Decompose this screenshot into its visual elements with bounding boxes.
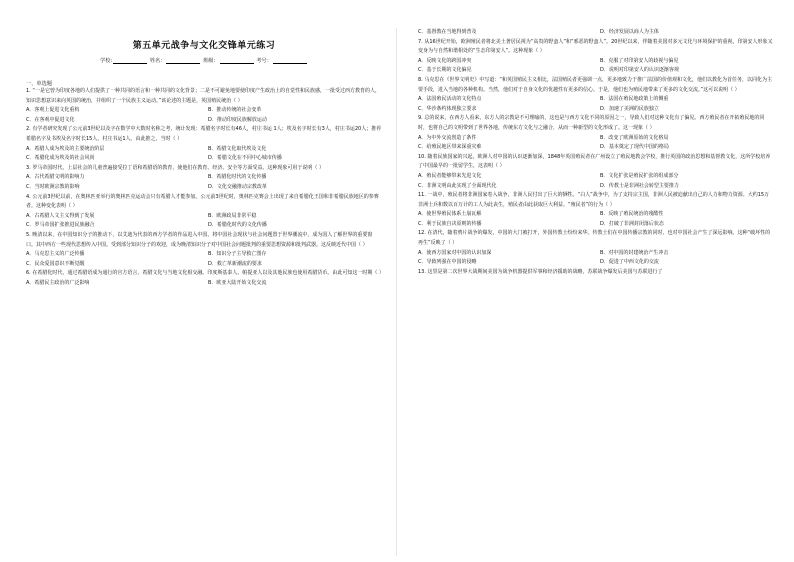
question-stem: 10. 随着民族国家的兴起，欧洲人对中国的认识逐渐加深，1848年英国殖民者在广州设立了殖民地教会学校，推行英国的政治思想和基督教文化，这所学校培养了中国最早的一批留学生，这表明（ ） [418,153,771,170]
question-block [410,229,782,267]
class-label: 班级： [203,58,219,64]
option-grid [418,57,774,76]
question-stem: 13. 这里是第二次世界大战期间美国为战争机器提供军事和经济援助的战略，苏联战争爆发后美国与苏联进行了 [418,268,663,275]
answer-option[interactable]: C．华沙条约体现独立要求 [418,105,477,112]
answer-option[interactable]: D．加速了美洲的民族独立 [600,105,659,112]
answer-option[interactable]: D．促进了中西文化的交流 [600,259,659,266]
page-left [18,28,390,556]
question-block [18,125,390,163]
answer-option[interactable]: B．推动传统的社会变革 [208,107,262,114]
option-grid [26,145,382,164]
answer-option[interactable]: B．克服了对印第安人的歧视与偏见 [600,57,679,64]
class-blank[interactable] [220,58,254,64]
answer-option[interactable]: B．知识分子主导救亡图存 [208,251,267,258]
page-right [410,28,782,556]
answer-option[interactable]: A．希腊人成为埃及的主要统治阶层 [26,145,105,152]
answer-option[interactable]: C．导致列强在中国的侵略 [418,259,477,266]
answer-option[interactable]: C．当时欧洲宗教的影响 [26,183,80,190]
option-grid [26,173,382,192]
exam-number-label: 考号： [256,58,272,64]
option-grid [26,212,382,231]
answer-option[interactable]: D．文化交融推动宗教改革 [208,183,267,190]
option-grid [418,95,774,114]
question-stem: 1. “一是它曾为印度各地的人们提供了一种共同的语言和一种共同的文化背景；二是不可避免地要使印度产生政治上的自觉性和民族感，一批受过西方教育的人，知识思想意识来向英国的统治，并组织了一个民族主义运动。”该论述的主题是，英国殖民统治（ ） [26,88,380,104]
answer-option[interactable]: D．打破了非洲封闭落后状态 [600,220,664,227]
question-block [18,87,390,125]
question-block [410,268,782,278]
answer-option[interactable]: D．希腊化时代的文化传播 [208,222,267,229]
question-block [410,114,782,152]
answer-option[interactable]: A．使西方国家对中国的认识加深 [418,249,492,256]
answer-option[interactable]: A．希腊民主政治的广泛影响 [26,279,90,286]
answer-option[interactable]: B．对中国的封建统治产生冲击 [600,249,669,256]
answer-option[interactable]: B．欧亚大陆开始文化交流 [208,279,267,286]
answer-option[interactable]: C．利于民族自决原则的传播 [418,220,482,227]
answer-option[interactable]: C．罗马帝国扩张推进民族融合 [26,222,95,229]
school-blank[interactable] [113,58,147,64]
question-stem: 4. 公元前3世纪以前，在奥林匹亚举行的奥林匹克运动会只有希腊人才能参加。公元前3世纪时，奥林匹克赛会上出现了来自希腊化王国和非希腊民族地区的参赛者。这种变化表明（ ） [26,193,379,210]
answer-option[interactable]: A．为中外交流创造了条件 [418,134,477,141]
question-stem: 9. 总的说来，在西方人看来，东方人的宗教是不可理喻的，这也是与西方文化不同的原因之一，导致人们对这种文化有了偏见。西方殖民者在开拓殖民地的同时，也将自己的文明带到了世界各地，传统东方文化与之融合，从而一种新型的文化形成了。这一现象（ ） [418,115,765,131]
option-grid [26,279,382,289]
question-stem: 11. 一战中，殖民者将非洲国家卷入战争，非洲人民付出了巨大的牺牲。“白人”战争中，为了支持宗主国，非洲人民被迫献出自己的人力和物力资源。大约15万非洲士兵和数以百万计的工人为此丧生，殖民者由此获取巨大利益。“殖民者”的行为（ ） [418,192,770,208]
question-stem: 3. 罗马帝国时代，上层社会的儿童普遍接受拉丁语和希腊语的教育，使他们在教育、经济、安全等方面受益。这种现象可用于说明（ ） [26,164,324,171]
answer-option[interactable]: D．基本奠定了现代中国的格局 [600,144,669,151]
answer-option[interactable]: A．使世界殖民体系土崩瓦解 [418,211,482,218]
option-grid [418,210,774,229]
answer-option[interactable]: B．欧洲政局非常平稳 [208,212,257,219]
student-info-line [18,57,390,64]
answer-option[interactable]: D．推动印度民族解放运动 [208,116,267,123]
answer-option[interactable]: A．古代希腊文明的影响力 [26,174,85,181]
school-label: 学校: [100,58,113,64]
question-stem: 8. 马克思在《世界文明史》中写道：“和英国殖民主义相比，法国殖民者更强调一点，更多地致力于推广法国的价值观和文化，他们以教化为首任务，以同化为主要手段，进入当地的各种机构。当然，他们对于自身文化的优越性有更多的信心。于是，他们也为殖民地带来了更多的文化交流。”这可以说明（ ） [418,76,772,93]
answer-option[interactable]: C．非洲文明由此实现了全面现代化 [418,182,497,189]
answer-option[interactable]: B．文化扩张是殖民扩张的组成部分 [600,172,679,179]
answer-option[interactable]: B．改变了欧洲原始的文化格局 [600,134,669,141]
answer-option[interactable]: D．传教士是非洲社会转型主要推力 [600,182,679,189]
answer-option[interactable]: A．反映文化的跨国冲突 [418,57,472,64]
option-grid [418,172,774,191]
option-grid [418,134,774,153]
answer-option[interactable]: D．希腊文化在不同中心城市传播 [208,155,282,162]
question-block [410,76,782,114]
name-blank[interactable] [166,58,200,64]
answer-option[interactable]: B．希腊化时代的文化传播 [208,174,267,181]
answer-option[interactable]: C．希腊化成为埃及的社会风尚 [26,155,95,162]
answer-option[interactable]: C．基于长期的文化偏见 [418,67,472,74]
answer-option[interactable]: A．古希腊人文主义得到了发展 [26,212,95,219]
option-grid [418,249,774,268]
page-divider [396,28,397,556]
answer-option[interactable]: C．民众爱国意识不断觉醒 [26,260,85,267]
question-list-right [410,28,782,277]
question-block [410,28,782,38]
answer-option[interactable]: D．救亡革新潮流的要求 [208,260,262,267]
question-block [410,191,782,229]
answer-option[interactable]: B．法国在殖民地政策上的侧重 [600,96,669,103]
answer-option[interactable]: D．经济发展以商人为主体 [600,29,659,35]
question-block [18,231,390,269]
name-label: 姓名： [149,58,166,64]
question-stem: 6. 在希腊化时代，通过希腊语成为通行的官方语言，希腊文化与当地文化相交融。印度斯基泰人、帕提亚人以及其他民族也使用希腊货币。由此可知这一时期（ ） [26,270,384,277]
option-grid [418,28,774,38]
question-stem: 5. 晚清以来，在中国知识分子的推动下，以艾迪为代表的西方学者的作品进入中国，将中国社会现状与社会问题置于世界潮流中，成为国人了解世界的重要窗口。其中西方一些现代思想传入中国。受到部分知识分子的欢迎，成为晚清知识分子对中国社会问题批判的重要思想资源和批判武器。这反映近代中国（ ） [26,231,373,248]
question-stem: 12. 在清代，随着鸦片战争的爆发，中国的大门被打开，外国传教士纷纷来华。传教士们在中国传播宗教的同时，也对中国社会产生了深远影响。这种“破坏性的再生”反映了（ ） [418,230,771,247]
answer-option[interactable]: A．客观上促进文化重构 [26,107,80,114]
answer-option[interactable]: A．法国殖民活动的文化特点 [418,96,482,103]
question-stem: 2. 有学者研究发现了公元前3世纪以及字在数学中大数时名称之考，统计发现：希腊名字时长有46人，村庄书运 1人；埃及名字时长有3人，村庄书运20人；推荐希腊名字及书埃及名字时长15人，村庄书运1人。由此推之，当时（ ） [26,126,382,142]
question-block [410,153,782,191]
option-grid [26,106,382,125]
option-grid [26,250,382,269]
exam-title: 第五单元战争与文化交锋单元练习 [132,41,276,51]
question-stem: 7. 从16世纪开始，欧洲殖民者将北美土著居民视为“高贵的野蛮人”和“邪恶的野蛮人”。20世纪以来，伴随着美国对多元文化与环境保护的重视，印第安人形象又变身为与自然和谐相处的“生态印第安人”。这种现象（ ） [418,38,773,55]
section-heading: 一、单选题 [26,81,52,87]
exam-number-blank[interactable] [273,58,307,64]
question-block [18,269,390,288]
answer-option[interactable]: D．说明对印第安人的认识逐渐客观 [600,67,679,74]
answer-option[interactable]: B．反映了殖民统治的残酷性 [600,211,664,218]
answer-option[interactable]: B．希腊文化取代埃及文化 [208,145,267,152]
answer-option[interactable]: C．给殖民地区带来深重灾难 [418,144,482,151]
answer-option[interactable]: A．殖民者能够带来先进文化 [418,172,482,179]
question-block [18,193,390,231]
answer-option[interactable]: A．马克思主义的广泛传播 [26,251,85,258]
answer-option[interactable]: C．在客观中促进文化 [26,116,75,123]
question-block [18,164,390,193]
question-block [410,38,782,76]
question-list-left [18,87,390,288]
answer-option[interactable]: C．基督教在当地得到普及 [418,29,477,35]
